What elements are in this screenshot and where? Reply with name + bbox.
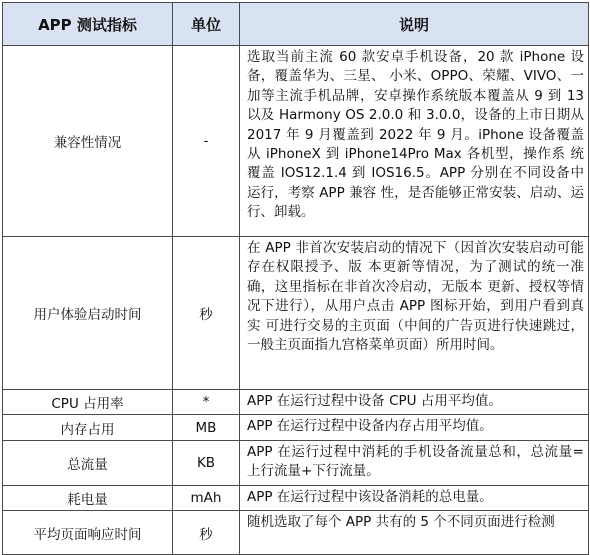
header-description: 说明	[240, 3, 589, 46]
metric-unit: 秒	[173, 237, 240, 390]
metric-description: 在 APP 非首次安装启动的情况下（因首次安装启动可能存在权限授予、版 本更新等情况，为了测试的统一准确，这里指标在非首次冷启动，无版本 更新、授权等情况下进行），从用户点击 APP 图标开始，到用户看到真实 可进行交易的主页面（中间的广告页进行快速跳过，一般主页面指九宫格菜单页面）所用时间。	[240, 237, 589, 390]
metrics-table	[2, 2, 589, 555]
metric-name: 总流量	[3, 440, 173, 485]
metric-unit: mAh	[173, 485, 240, 510]
metric-description: 选取当前主流 60 款安卓手机设备，20 款 iPhone 设备，覆盖华为、三星、 小米、OPPO、荣耀、VIVO、一加等主流手机品牌，安卓操作系统版本覆盖从 9 到 13 以及 Harmony OS 2.0.0 和 3.0.0，设备的上市日期从 2017 年 9 月覆盖到 2022 年 9 月。iPhone 设备覆盖从 iPhoneX 到 iPhone14Pro Max 各机型，操作系 统覆盖 IOS12.1.4 到 IOS16.5。APP 分别在不同设备中运行，考察 APP 兼容 性，是否能够正常安装、启动、运行、卸载。	[240, 46, 589, 237]
metric-name: CPU 占用率	[3, 390, 173, 415]
table-row	[3, 390, 589, 415]
table-row	[3, 511, 589, 555]
metric-name: 用户体验启动时间	[3, 237, 173, 390]
table-row	[3, 440, 589, 485]
header-unit: 单位	[173, 3, 240, 46]
metric-unit: *	[173, 390, 240, 415]
metric-unit: -	[173, 46, 240, 237]
table-row	[3, 46, 589, 237]
metric-unit: MB	[173, 415, 240, 440]
metric-name: 兼容性情况	[3, 46, 173, 237]
metric-description: APP 在运行过程中该设备消耗的总电量。	[240, 485, 589, 510]
metrics-table-container	[2, 2, 589, 555]
header-metric: APP 测试指标	[3, 3, 173, 46]
header-row	[3, 3, 589, 46]
metric-name: 耗电量	[3, 485, 173, 510]
metric-unit: KB	[173, 440, 240, 485]
table-row	[3, 415, 589, 440]
metric-name: 内存占用	[3, 415, 173, 440]
metric-description: APP 在运行过程中设备内存占用平均值。	[240, 415, 589, 440]
metric-description: APP 在运行过程中设备 CPU 占用平均值。	[240, 390, 589, 415]
table-row	[3, 237, 589, 390]
metric-description: 随机选取了每个 APP 共有的 5 个不同页面进行检测	[240, 511, 589, 555]
table-row	[3, 485, 589, 510]
metric-unit: 秒	[173, 511, 240, 555]
metric-name: 平均页面响应时间	[3, 511, 173, 555]
metric-description: APP 在运行过程中消耗的手机设备流量总和，总流量=上行流量+下行流量。	[240, 440, 589, 485]
